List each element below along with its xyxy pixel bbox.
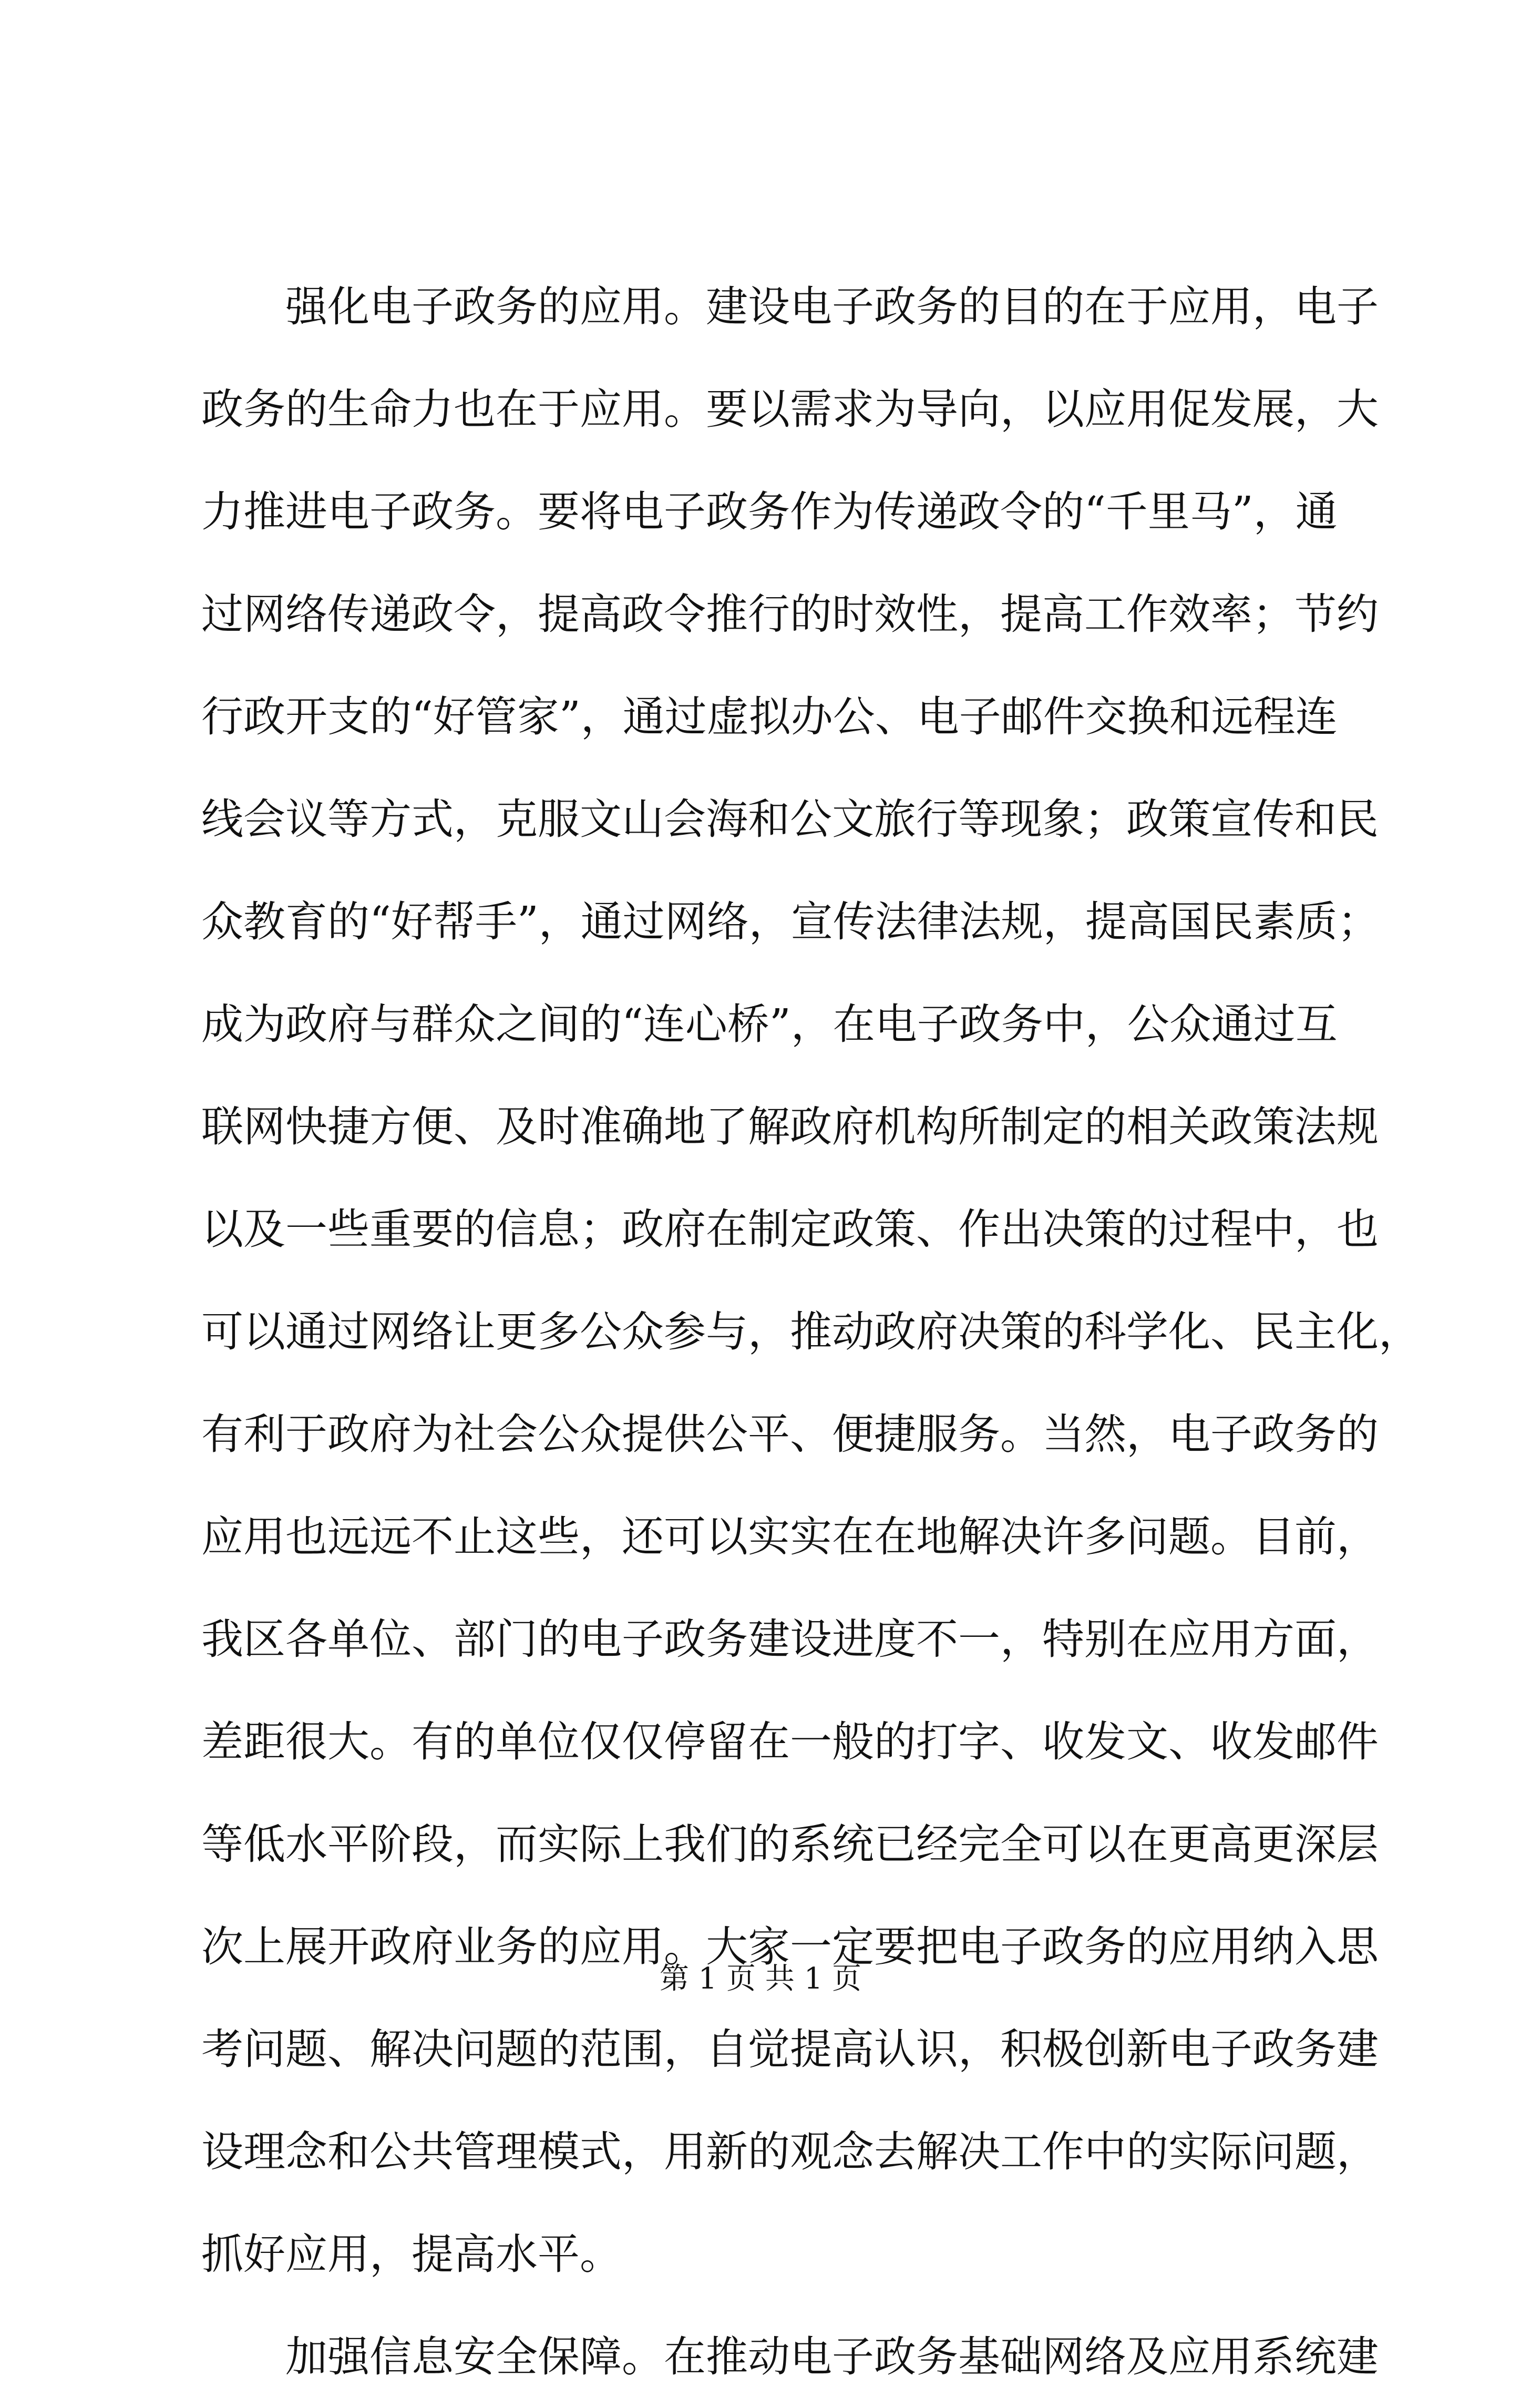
paragraph-1-line-4: 过网络传递政令，提高政令推行的时效性，提高工作效率；节约: [201, 590, 1379, 639]
paragraph-1-line-19: 设理念和公共管理模式，用新的观念去解决工作中的实际问题，: [201, 2127, 1379, 2176]
paragraph-1-line-7: 众教育的“好帮手”，通过网络，宣传法律法规，提高国民素质；: [201, 897, 1380, 946]
paragraph-1-line-10: 以及一些重要的信息；政府在制定政策、作出决策的过程中，也: [201, 1205, 1379, 1254]
paragraph-1-line-16: 等低水平阶段，而实际上我们的系统已经完全可以在更高更深层: [201, 1820, 1379, 1869]
paragraph-1-line-9: 联网快捷方便、及时准确地了解政府机构所制定的相关政策法规: [201, 1102, 1379, 1151]
paragraph-1-line-14: 我区各单位、部门的电子政务建设进度不一，特别在应用方面，: [201, 1615, 1379, 1664]
page-number-label: 第 1 页 共 1 页: [659, 1962, 862, 1996]
paragraph-1-line-3: 力推进电子政务。要将电子政务作为传递政令的“千里马”，通: [201, 487, 1338, 536]
page-footer: [0, 1958, 1521, 2000]
paragraph-1-line-6: 线会议等方式，克服文山会海和公文旅行等现象；政策宣传和民: [201, 795, 1379, 844]
paragraph-1-line-13: 应用也远远不止这些，还可以实实在在地解决许多问题。目前，: [201, 1512, 1379, 1561]
paragraph-1-line-12: 有利于政府为社会公众提供公平、便捷服务。当然，电子政务的: [201, 1410, 1379, 1459]
paragraph-1-line-20: 抓好应用，提高水平。: [201, 2230, 622, 2279]
paragraph-1-line-15: 差距很大。有的单位仅仅停留在一般的打字、收发文、收发邮件: [201, 1717, 1379, 1766]
paragraph-1-line-8: 成为政府与群众之间的“连心桥”，在电子政务中，公众通过互: [201, 1000, 1338, 1049]
paragraph-1-line-2: 政务的生命力也在于应用。要以需求为导向，以应用促发展，大: [201, 385, 1379, 434]
paragraph-1-line-5: 行政开支的“好管家”，通过虚拟办公、电子邮件交换和远程连: [201, 692, 1338, 741]
paragraph-1-line-1: 强化电子政务的应用。建设电子政务的目的在于应用，电子: [285, 282, 1379, 331]
paragraph-1-line-11: 可以通过网络让更多公众参与，推动政府决策的科学化、民主化，: [201, 1307, 1421, 1356]
paragraph-1-line-17: 次上展开政府业务的应用。大家一定要把电子政务的应用纳入思: [201, 1922, 1379, 1971]
paragraph-2-line-1: 加强信息安全保障。在推动电子政务基础网络及应用系统建: [285, 2332, 1379, 2381]
paragraph-1-line-18: 考问题、解决问题的范围，自觉提高认识，积极创新电子政务建: [201, 2025, 1379, 2074]
document-body: [201, 255, 1421, 2408]
